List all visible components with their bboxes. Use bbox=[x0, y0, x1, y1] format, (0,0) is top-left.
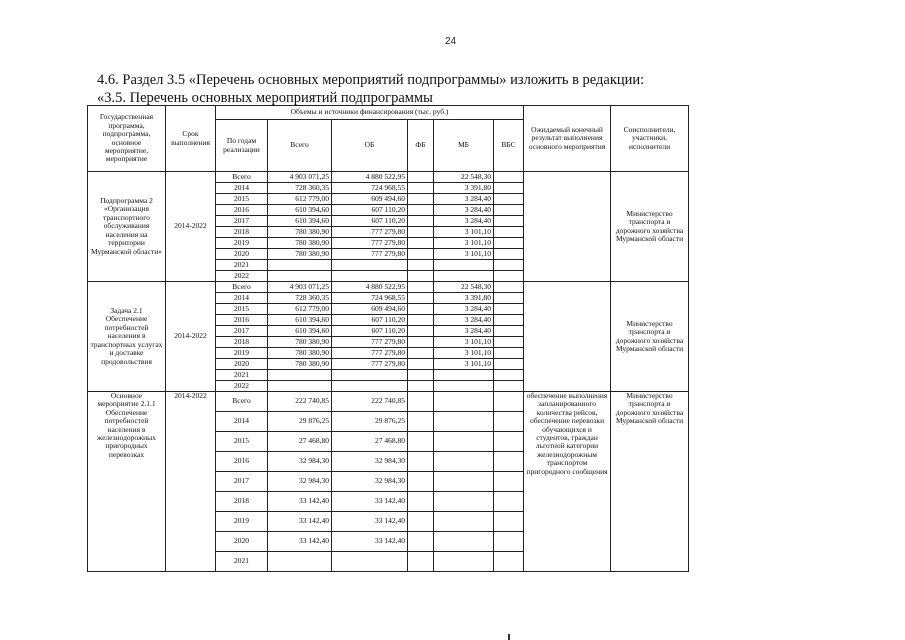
header-by-year: По годам реализации bbox=[216, 120, 268, 172]
header-coexec: Соисполнители, участники, исполнители bbox=[611, 106, 689, 172]
cell-year: 2017 bbox=[216, 326, 268, 337]
cell-total: 610 394,60 bbox=[268, 326, 332, 337]
cell-total: 222 740,85 bbox=[268, 392, 332, 412]
cell-total: 32 984,30 bbox=[268, 452, 332, 472]
cell-year: Всего bbox=[216, 392, 268, 412]
row-program-name: Подпрограмма 2 «Организация транспортного обслуживания населения на территории Мурманской области» bbox=[88, 172, 166, 282]
cell-total: 610 394,60 bbox=[268, 216, 332, 227]
cell-ob: 609 494,60 bbox=[332, 194, 408, 205]
cell-mb bbox=[434, 381, 494, 392]
cell-year: 2014 bbox=[216, 183, 268, 194]
row-term: 2014-2022 bbox=[166, 172, 216, 282]
cell-vbs bbox=[494, 304, 524, 315]
row-term: 2014-2022 bbox=[166, 392, 216, 572]
cell-ob: 607 110,20 bbox=[332, 216, 408, 227]
row-coexecutors: Министерство транспорта и дорожного хозяйства Мурманской области bbox=[611, 172, 689, 282]
cell-total: 32 984,30 bbox=[268, 472, 332, 492]
cell-vbs bbox=[494, 392, 524, 412]
cell-mb: 3 391,80 bbox=[434, 293, 494, 304]
cell-fb bbox=[408, 194, 434, 205]
cell-mb: 3 391,80 bbox=[434, 183, 494, 194]
cell-ob bbox=[332, 552, 408, 572]
row-expected-result bbox=[524, 282, 611, 392]
cell-year: 2018 bbox=[216, 492, 268, 512]
cell-year: 2020 bbox=[216, 249, 268, 260]
cell-ob: 724 968,55 bbox=[332, 183, 408, 194]
cell-year: 2019 bbox=[216, 512, 268, 532]
cell-total: 27 468,80 bbox=[268, 432, 332, 452]
cell-year: 2019 bbox=[216, 348, 268, 359]
cell-mb bbox=[434, 412, 494, 432]
cell-fb bbox=[408, 304, 434, 315]
cell-fb bbox=[408, 432, 434, 452]
table-row bbox=[88, 172, 689, 183]
cell-year: 2020 bbox=[216, 359, 268, 370]
cell-mb: 3 101,10 bbox=[434, 227, 494, 238]
cell-fb bbox=[408, 271, 434, 282]
cell-vbs bbox=[494, 249, 524, 260]
row-program-name: Задача 2.1 Обеспечение потребностей населения в транспортных услугах и доставке продовольствия bbox=[88, 282, 166, 392]
cell-ob: 27 468,80 bbox=[332, 432, 408, 452]
row-term: 2014-2022 bbox=[166, 282, 216, 392]
cell-ob: 609 494,60 bbox=[332, 304, 408, 315]
cell-total: 780 380,90 bbox=[268, 249, 332, 260]
cell-year: 2020 bbox=[216, 532, 268, 552]
cell-year: 2017 bbox=[216, 216, 268, 227]
cell-ob: 4 880 522,95 bbox=[332, 172, 408, 183]
cell-mb: 3 284,40 bbox=[434, 205, 494, 216]
page-edge-mark bbox=[508, 634, 510, 640]
row-expected-result bbox=[524, 172, 611, 282]
cell-total: 612 779,00 bbox=[268, 304, 332, 315]
cell-fb bbox=[408, 381, 434, 392]
cell-mb: 22 548,30 bbox=[434, 172, 494, 183]
cell-vbs bbox=[494, 326, 524, 337]
cell-fb bbox=[408, 238, 434, 249]
cell-fb bbox=[408, 315, 434, 326]
cell-year: 2018 bbox=[216, 227, 268, 238]
cell-fb bbox=[408, 492, 434, 512]
header-funding: Объемы и источники финансирования (тыс. руб.) bbox=[216, 106, 524, 120]
cell-year: 2021 bbox=[216, 260, 268, 271]
cell-vbs bbox=[494, 271, 524, 282]
cell-fb bbox=[408, 472, 434, 492]
cell-mb: 3 284,40 bbox=[434, 326, 494, 337]
cell-vbs bbox=[494, 337, 524, 348]
cell-ob: 4 880 522,95 bbox=[332, 282, 408, 293]
cell-mb bbox=[434, 532, 494, 552]
cell-ob: 607 110,20 bbox=[332, 315, 408, 326]
cell-year: 2016 bbox=[216, 452, 268, 472]
cell-year: 2014 bbox=[216, 412, 268, 432]
cell-total: 4 903 071,25 bbox=[268, 282, 332, 293]
cell-year: Всего bbox=[216, 282, 268, 293]
cell-total: 728 360,35 bbox=[268, 293, 332, 304]
cell-mb: 3 284,40 bbox=[434, 194, 494, 205]
cell-mb: 3 101,10 bbox=[434, 359, 494, 370]
page-number: 24 bbox=[445, 36, 457, 47]
cell-vbs bbox=[494, 293, 524, 304]
cell-ob: 607 110,20 bbox=[332, 205, 408, 216]
cell-ob: 32 984,30 bbox=[332, 452, 408, 472]
cell-mb: 3 284,40 bbox=[434, 304, 494, 315]
cell-ob: 33 142,40 bbox=[332, 512, 408, 532]
cell-fb bbox=[408, 205, 434, 216]
cell-mb bbox=[434, 260, 494, 271]
cell-ob: 777 279,80 bbox=[332, 359, 408, 370]
row-coexecutors: Министерство транспорта и дорожного хозяйства Мурманской области bbox=[611, 282, 689, 392]
cell-total: 33 142,40 bbox=[268, 512, 332, 532]
cell-total bbox=[268, 260, 332, 271]
cell-mb: 3 101,10 bbox=[434, 337, 494, 348]
cell-fb bbox=[408, 348, 434, 359]
cell-year: 2018 bbox=[216, 337, 268, 348]
cell-fb bbox=[408, 293, 434, 304]
cell-year: 2017 bbox=[216, 472, 268, 492]
cell-year: 2021 bbox=[216, 552, 268, 572]
cell-ob bbox=[332, 381, 408, 392]
cell-vbs bbox=[494, 432, 524, 452]
cell-vbs bbox=[494, 227, 524, 238]
cell-total: 780 380,90 bbox=[268, 227, 332, 238]
cell-fb bbox=[408, 183, 434, 194]
cell-mb bbox=[434, 392, 494, 412]
cell-total: 728 360,35 bbox=[268, 183, 332, 194]
cell-fb bbox=[408, 359, 434, 370]
cell-mb: 22 548,30 bbox=[434, 282, 494, 293]
cell-year: 2016 bbox=[216, 205, 268, 216]
cell-total: 610 394,60 bbox=[268, 205, 332, 216]
cell-vbs bbox=[494, 282, 524, 293]
cell-ob: 33 142,40 bbox=[332, 532, 408, 552]
cell-year: 2019 bbox=[216, 238, 268, 249]
cell-total: 610 394,60 bbox=[268, 315, 332, 326]
cell-ob bbox=[332, 271, 408, 282]
header-ob: ОБ bbox=[332, 120, 408, 172]
header-term: Срок выполнения bbox=[166, 106, 216, 172]
cell-ob: 724 968,55 bbox=[332, 293, 408, 304]
header-fb: ФБ bbox=[408, 120, 434, 172]
cell-year: Всего bbox=[216, 172, 268, 183]
cell-mb bbox=[434, 472, 494, 492]
header-total: Всего bbox=[268, 120, 332, 172]
cell-fb bbox=[408, 452, 434, 472]
cell-ob: 777 279,80 bbox=[332, 238, 408, 249]
cell-total: 780 380,90 bbox=[268, 359, 332, 370]
cell-fb bbox=[408, 172, 434, 183]
cell-vbs bbox=[494, 194, 524, 205]
cell-total: 33 142,40 bbox=[268, 532, 332, 552]
cell-ob: 777 279,80 bbox=[332, 249, 408, 260]
cell-fb bbox=[408, 412, 434, 432]
cell-vbs bbox=[494, 552, 524, 572]
cell-vbs bbox=[494, 532, 524, 552]
cell-vbs bbox=[494, 315, 524, 326]
cell-ob bbox=[332, 370, 408, 381]
cell-ob bbox=[332, 260, 408, 271]
cell-fb bbox=[408, 392, 434, 412]
cell-vbs bbox=[494, 183, 524, 194]
cell-mb: 3 284,40 bbox=[434, 315, 494, 326]
cell-mb bbox=[434, 552, 494, 572]
cell-vbs bbox=[494, 472, 524, 492]
cell-mb: 3 284,40 bbox=[434, 216, 494, 227]
cell-mb bbox=[434, 370, 494, 381]
cell-mb bbox=[434, 492, 494, 512]
row-program-name: Основное мероприятие 2.1.1 Обеспечение потребностей населения в железнодорожных пригородных перевозках bbox=[88, 392, 166, 572]
cell-fb bbox=[408, 216, 434, 227]
table-row bbox=[88, 282, 689, 293]
cell-mb bbox=[434, 432, 494, 452]
subsection-heading: «3.5. Перечень основных мероприятий подпрограммы bbox=[97, 90, 433, 106]
cell-year: 2016 bbox=[216, 315, 268, 326]
cell-vbs bbox=[494, 512, 524, 532]
header-result: Ожидаемый конечный результат выполнения основного мероприятия bbox=[524, 106, 611, 172]
cell-year: 2015 bbox=[216, 432, 268, 452]
cell-ob: 607 110,20 bbox=[332, 326, 408, 337]
cell-total bbox=[268, 381, 332, 392]
cell-fb bbox=[408, 370, 434, 381]
cell-year: 2015 bbox=[216, 304, 268, 315]
cell-total: 780 380,90 bbox=[268, 337, 332, 348]
cell-fb bbox=[408, 532, 434, 552]
cell-fb bbox=[408, 282, 434, 293]
cell-total bbox=[268, 552, 332, 572]
cell-vbs bbox=[494, 172, 524, 183]
header-vbs: ВБС bbox=[494, 120, 524, 172]
cell-ob: 777 279,80 bbox=[332, 348, 408, 359]
cell-vbs bbox=[494, 238, 524, 249]
cell-total: 33 142,40 bbox=[268, 492, 332, 512]
cell-year: 2021 bbox=[216, 370, 268, 381]
cell-fb bbox=[408, 326, 434, 337]
cell-ob: 777 279,80 bbox=[332, 337, 408, 348]
cell-fb bbox=[408, 337, 434, 348]
cell-fb bbox=[408, 512, 434, 532]
cell-total: 612 779,00 bbox=[268, 194, 332, 205]
cell-year: 2022 bbox=[216, 381, 268, 392]
cell-vbs bbox=[494, 216, 524, 227]
header-program: Государственная программа, подпрограмма, основное мероприятие, мероприятие bbox=[88, 106, 166, 172]
cell-total: 780 380,90 bbox=[268, 238, 332, 249]
cell-mb: 3 101,10 bbox=[434, 238, 494, 249]
measures-table bbox=[87, 105, 689, 572]
cell-mb: 3 101,10 bbox=[434, 348, 494, 359]
cell-mb: 3 101,10 bbox=[434, 249, 494, 260]
cell-mb bbox=[434, 512, 494, 532]
cell-mb bbox=[434, 452, 494, 472]
cell-fb bbox=[408, 227, 434, 238]
cell-vbs bbox=[494, 381, 524, 392]
cell-ob: 33 142,40 bbox=[332, 492, 408, 512]
cell-fb bbox=[408, 552, 434, 572]
cell-year: 2015 bbox=[216, 194, 268, 205]
cell-ob: 29 876,25 bbox=[332, 412, 408, 432]
cell-total: 29 876,25 bbox=[268, 412, 332, 432]
cell-vbs bbox=[494, 359, 524, 370]
cell-year: 2014 bbox=[216, 293, 268, 304]
row-expected-result: обеспечение выполнения запланированного количества рейсов, обеспечение перевозки обучающихся и студентов, граждан льготной категории железнодорожным транспортом пригородного сообщения bbox=[524, 392, 611, 572]
cell-mb bbox=[434, 271, 494, 282]
cell-total bbox=[268, 370, 332, 381]
cell-vbs bbox=[494, 492, 524, 512]
header-mb: МБ bbox=[434, 120, 494, 172]
cell-vbs bbox=[494, 452, 524, 472]
cell-fb bbox=[408, 260, 434, 271]
cell-total: 4 903 071,25 bbox=[268, 172, 332, 183]
cell-year: 2022 bbox=[216, 271, 268, 282]
cell-vbs bbox=[494, 348, 524, 359]
cell-ob: 222 740,85 bbox=[332, 392, 408, 412]
cell-total bbox=[268, 271, 332, 282]
cell-vbs bbox=[494, 205, 524, 216]
cell-vbs bbox=[494, 370, 524, 381]
cell-vbs bbox=[494, 260, 524, 271]
section-heading: 4.6. Раздел 3.5 «Перечень основных мероприятий подпрограммы» изложить в редакции: bbox=[97, 72, 645, 88]
cell-vbs bbox=[494, 412, 524, 432]
cell-ob: 32 984,30 bbox=[332, 472, 408, 492]
cell-fb bbox=[408, 249, 434, 260]
cell-ob: 777 279,80 bbox=[332, 227, 408, 238]
table-row bbox=[88, 392, 689, 412]
cell-total: 780 380,90 bbox=[268, 348, 332, 359]
row-coexecutors: Министерство транспорта и дорожного хозяйства Мурманской области bbox=[611, 392, 689, 572]
